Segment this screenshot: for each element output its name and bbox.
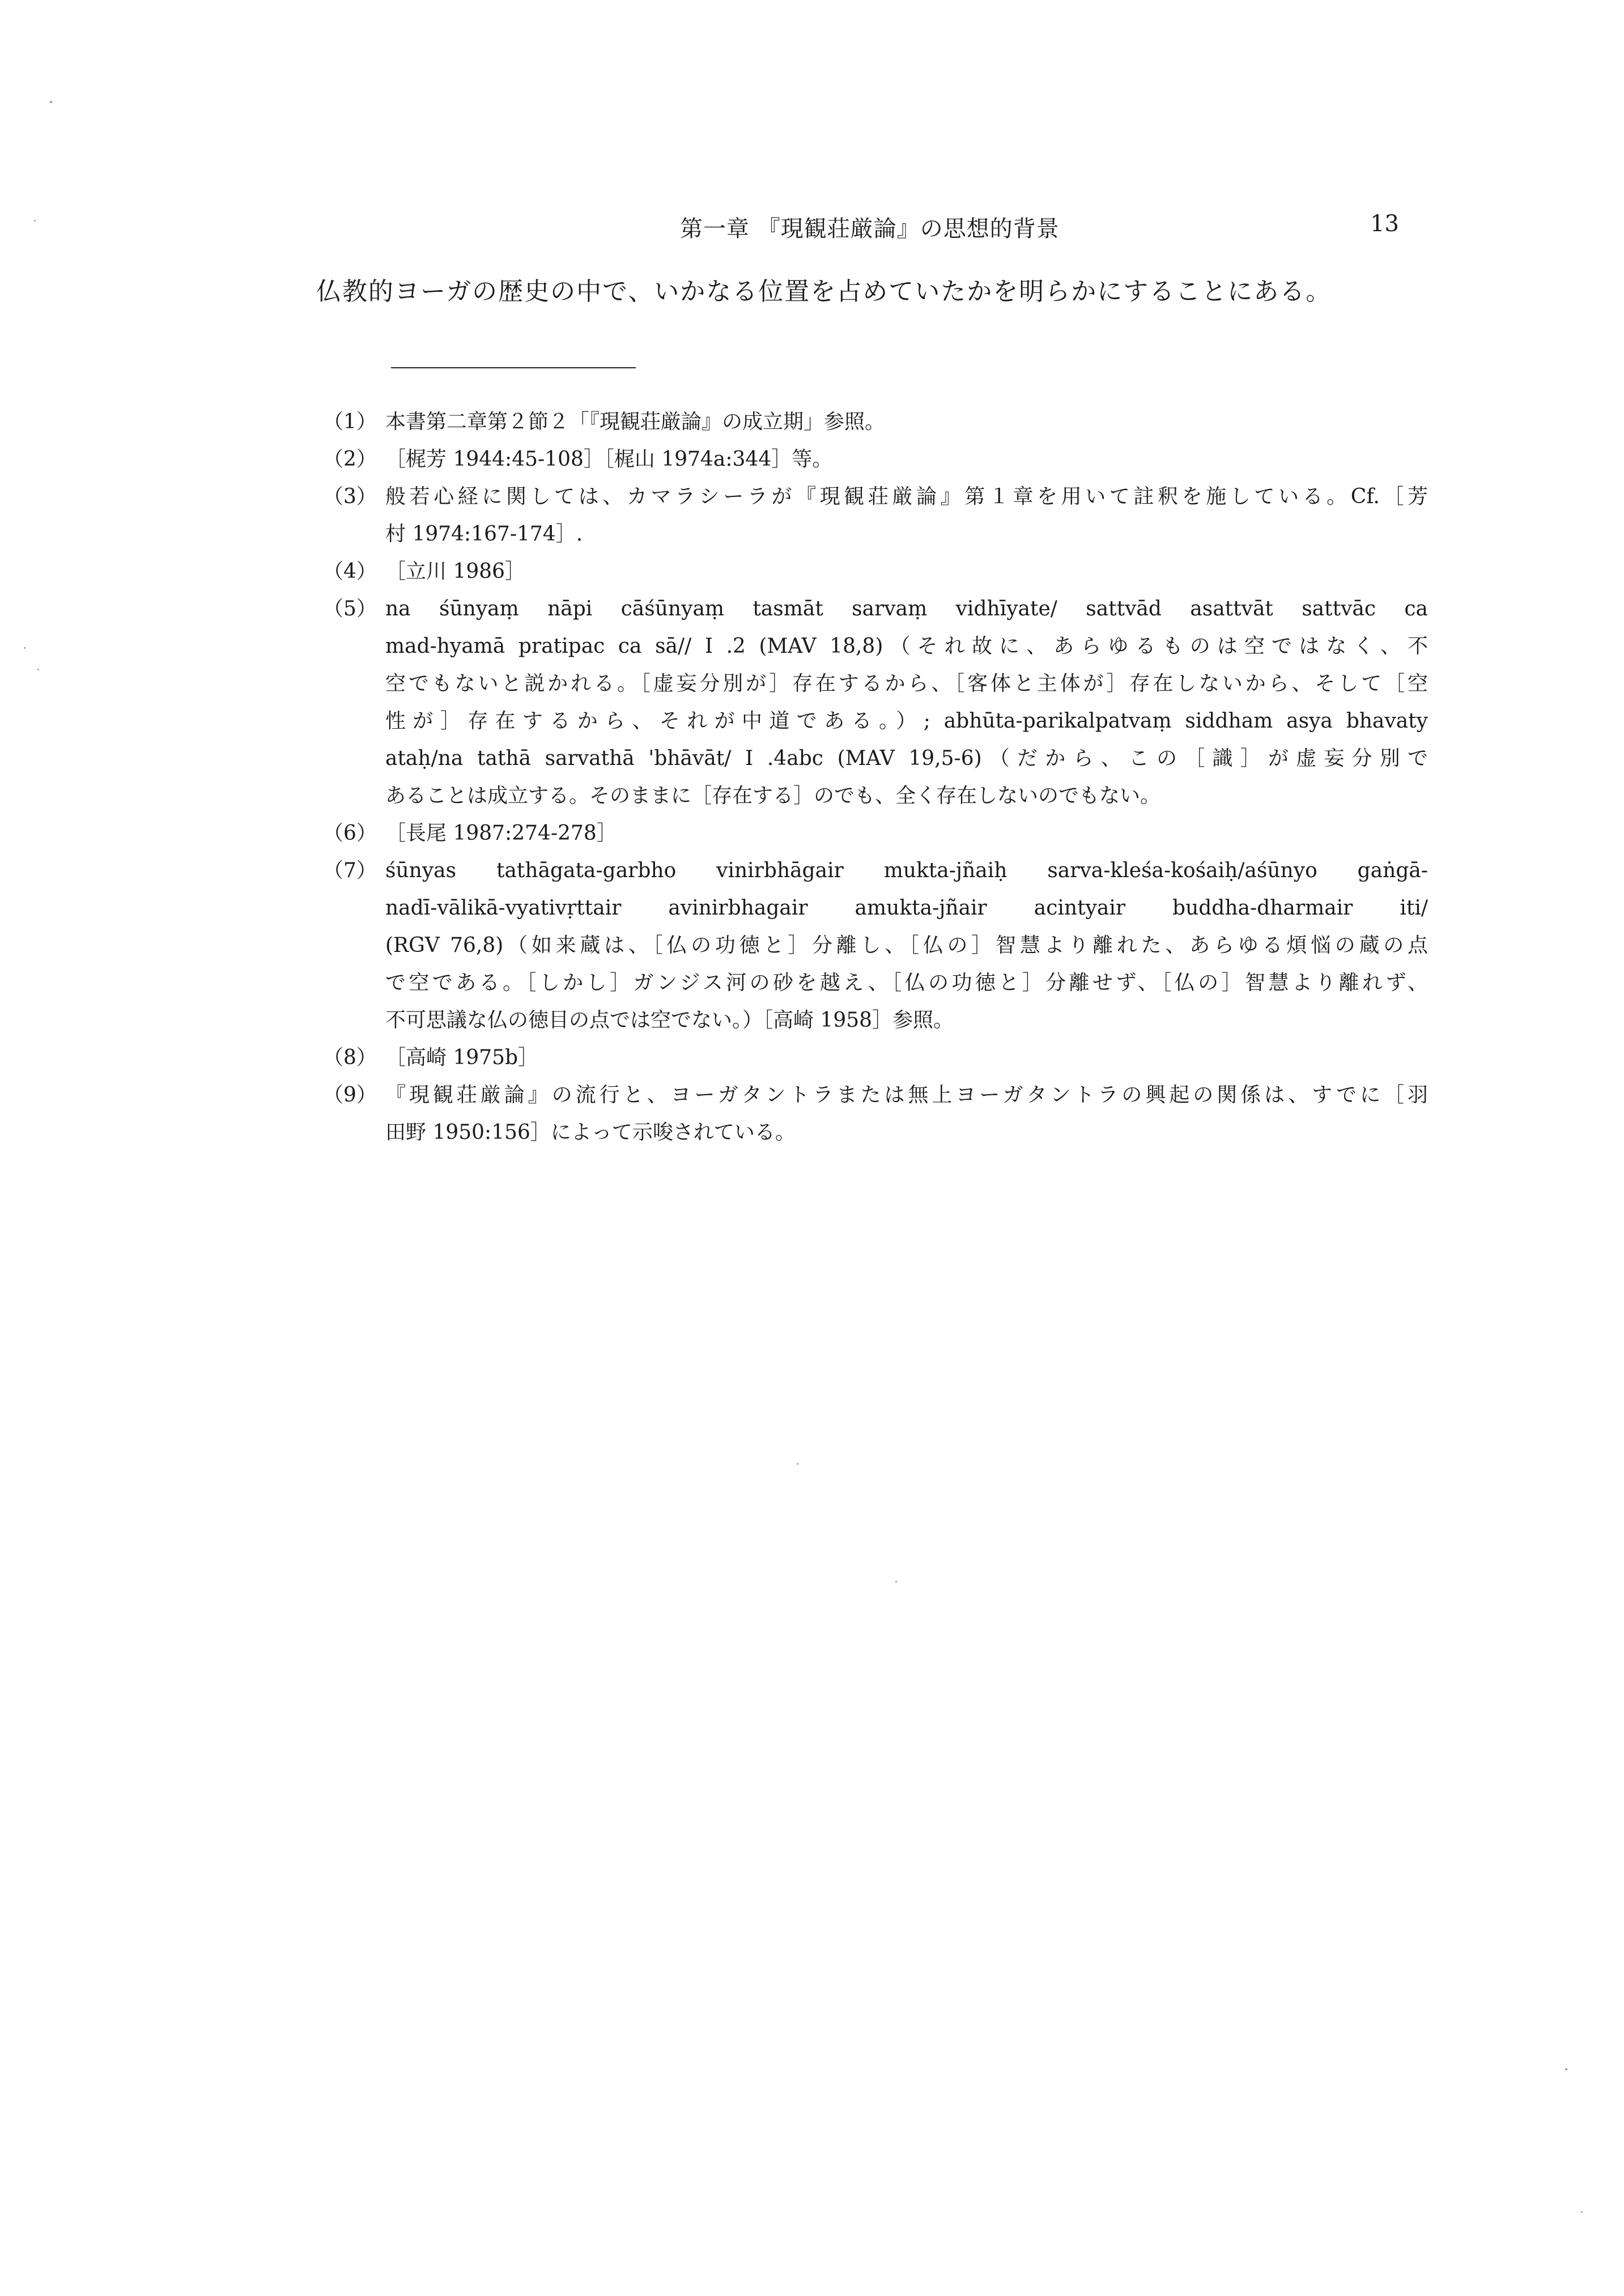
footnote-line: śūnyas tathāgata-garbho vinirbhāgair mukta-jñaiḥ sarva-kleśa-kośaiḥ/aśūnyo gaṅgā- — [385, 859, 1428, 882]
footnote-number: （2） — [323, 448, 377, 471]
page-number: 13 — [1370, 211, 1399, 237]
footnote-number: （8） — [323, 1046, 377, 1069]
footnote-text — [385, 852, 1428, 1039]
footnote-text — [385, 441, 1428, 478]
running-header: 第一章 『現観荘厳論』の思想的背景 — [680, 216, 1060, 242]
footnote-item — [323, 590, 1428, 815]
footnote-line: 『現観荘厳論』の流行と、ヨーガタントラまたは無上ヨーガタントラの興起の関係は、すでに［羽 — [385, 1083, 1428, 1107]
footnote-line: 本書第二章第２節２「『現観荘厳論』の成立期」参照。 — [385, 410, 886, 433]
footnote-item — [323, 815, 1428, 852]
footnote-line: ［高崎 1975b］ — [385, 1046, 539, 1069]
footnote-item — [323, 478, 1428, 553]
footnote-item — [323, 553, 1428, 590]
footnote-text — [385, 478, 1428, 553]
footnote-text — [385, 590, 1428, 815]
footnote-line: mad-hyamā pratipac ca sā// I .2 (MAV 18,8)（それ故に、あらゆるものは空ではなく、不 — [385, 635, 1428, 658]
footnote-number: （5） — [323, 597, 377, 620]
footnote-text — [385, 1077, 1428, 1151]
footnote-line: 般若心経に関しては、カマラシーラが『現観荘厳論』第１章を用いて註釈を施している。Cf.［芳 — [385, 485, 1428, 508]
footnote-text — [385, 815, 1428, 852]
footnote-item — [323, 441, 1428, 478]
footnote-line: ［梶芳 1944:45-108］［梶山 1974a:344］等。 — [385, 448, 833, 471]
footnote-line: 田野 1950:156］によって示唆されている。 — [385, 1121, 796, 1144]
footnote-number: （4） — [323, 560, 377, 583]
footnote-line: ［長尾 1987:274-278］ — [385, 822, 617, 845]
footnotes-list — [323, 403, 1428, 1151]
footnote-text — [385, 1039, 1428, 1077]
footnote-number: （3） — [323, 485, 377, 508]
footnote-item — [323, 1039, 1428, 1077]
footnote-text — [385, 403, 1428, 441]
footnote-line: 空でもないと説かれる。［虚妄分別が］存在するから、［客体と主体が］存在しないから、そして［空 — [385, 672, 1428, 695]
footnote-number: （1） — [323, 410, 377, 433]
body-paragraph: 仏教的ヨーガの歴史の中で、いかなる位置を占めていたかを明らかにすることにある。 — [316, 277, 1332, 306]
footnote-line: ［立川 1986］ — [385, 560, 526, 583]
footnote-line: 村 1974:167-174］. — [385, 522, 583, 546]
footnote-line: na śūnyaṃ nāpi cāśūnyaṃ tasmāt sarvaṃ vidhīyate/ sattvād asattvāt sattvāc ca — [385, 597, 1428, 620]
footnote-item — [323, 403, 1428, 441]
footnote-number: （7） — [323, 859, 377, 882]
footnote-item — [323, 852, 1428, 1039]
footnote-text — [385, 553, 1428, 590]
footnote-number: （9） — [323, 1083, 377, 1107]
footnote-line: 不可思議な仏の徳目の点では空でない。）［高崎 1958］参照。 — [385, 1009, 954, 1032]
footnote-line: ataḥ/na tathā sarvathā 'bhāvāt/ I .4abc (MAV 19,5-6)（だから、この［識］が虚妄分別で — [385, 747, 1428, 770]
footnote-line: 性が］存在するから、それが中道である。）; abhūta-parikalpatvaṃ siddham asya bhavaty — [385, 709, 1428, 733]
footnote-item — [323, 1077, 1428, 1151]
footnote-separator — [391, 367, 636, 368]
footnote-line: で空である。［しかし］ガンジス河の砂を越え、［仏の功徳と］分離せず、［仏の］智慧より離れず、 — [385, 971, 1428, 994]
footnote-line: (RGV 76,8)（如来蔵は、［仏の功徳と］分離し、［仏の］智慧より離れた、あらゆる煩悩の蔵の点 — [385, 934, 1428, 957]
footnote-line: nadī-vālikā-vyativṛttair avinirbhagair amukta-jñair acintyair buddha-dharmair iti/ — [385, 896, 1428, 920]
footnote-line: あることは成立する。そのままに［存在する］のでも、全く存在しないのでもない。 — [385, 784, 1161, 807]
footnote-number: （6） — [323, 822, 377, 845]
